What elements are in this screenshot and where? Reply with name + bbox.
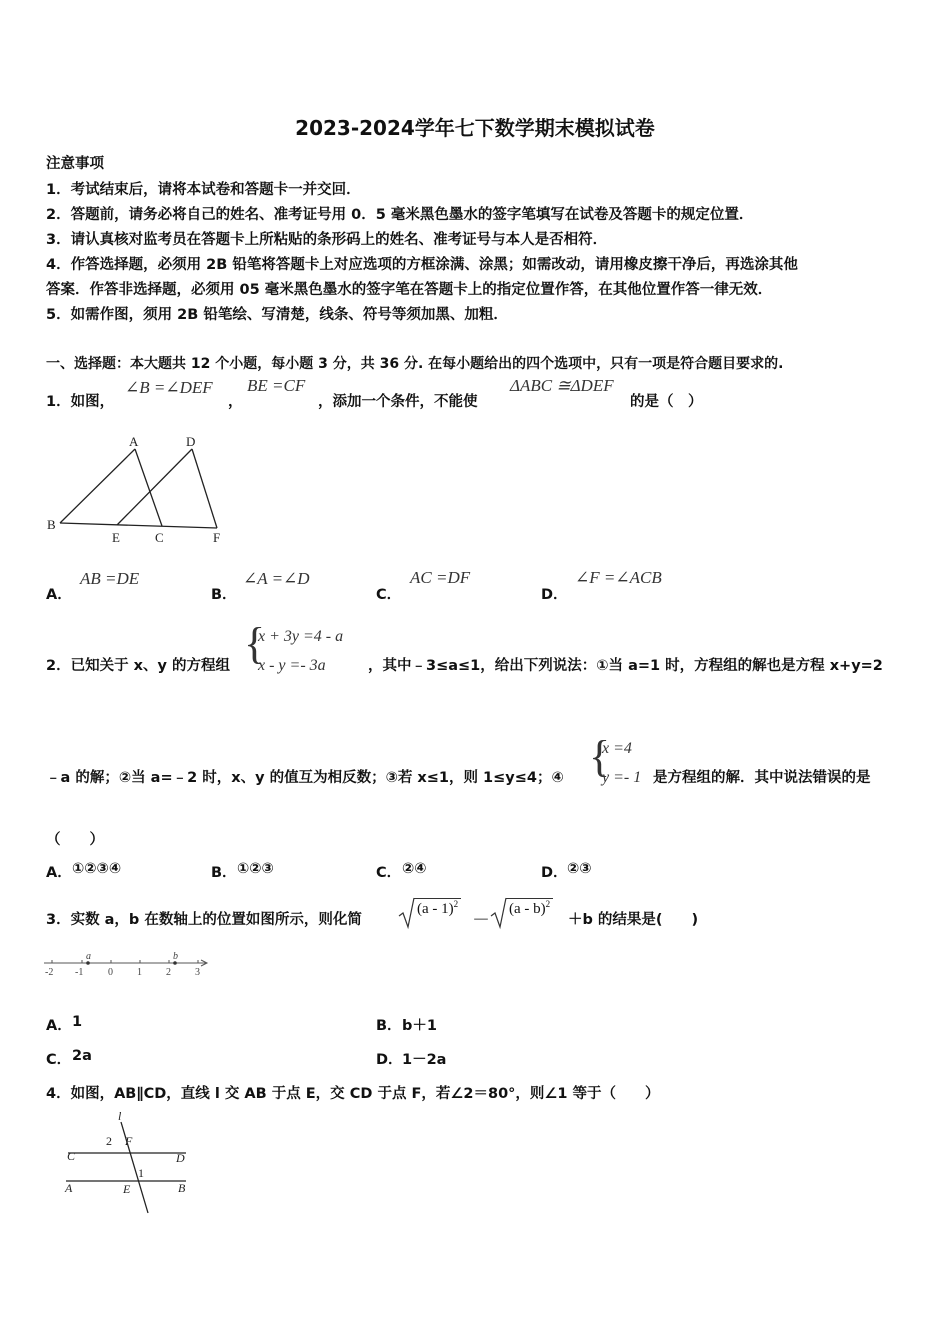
q2-eq1: x + 3y =4 - a <box>258 628 344 645</box>
q3-rad1-exp: 2 <box>453 899 459 909</box>
q4-label-D: D <box>176 1151 185 1165</box>
q1-cond2: BE =CF <box>247 376 306 395</box>
q4-label-B: B <box>178 1181 186 1195</box>
q1-label-A: A <box>129 434 139 449</box>
q3-prefix: 3．实数 a，b 在数轴上的位置如图所示，则化简 <box>46 912 362 928</box>
q4-label-2: 2 <box>106 1134 112 1148</box>
q1-label-F: F <box>213 530 221 545</box>
q4-label-C: C <box>67 1149 76 1163</box>
q2-option-label[interactable]: B． <box>211 865 237 881</box>
q1-prefix: 1．如图， <box>46 394 115 410</box>
q1-option-math: AB =DE <box>80 569 140 588</box>
q3-rad2-exp: 2 <box>545 899 551 909</box>
q2-option-text: ①②③ <box>237 861 274 877</box>
notice-item: 4．作答选择题，必须用 2B 铅笔将答题卡上对应选项的方框涂满、涂黑；如需改动，请用橡皮擦干净后，再选涂其他 <box>46 257 798 273</box>
q3-tick: 3 <box>195 967 200 978</box>
q1-triangle-figure <box>40 432 240 552</box>
q4-label-F: F <box>125 1134 133 1148</box>
section-heading: 一、选择题：本大题共 12 个小题，每小题 3 分，共 36 分. 在每小题给出的四个选项中，只有一项是符合题目要求的. <box>46 356 784 372</box>
q2-solution-brace: { <box>589 732 611 781</box>
q3-point-a: a <box>86 951 91 962</box>
q3-option-label[interactable]: A． <box>46 1018 72 1034</box>
q2-option-label[interactable]: C． <box>376 865 402 881</box>
q2-brace: { <box>244 619 266 668</box>
q2-option-text: ①②③④ <box>72 861 122 877</box>
q1-option-math: AC =DF <box>410 568 471 587</box>
q2-eq2: x - y =- 3a <box>258 657 326 674</box>
q2-option-text: ②④ <box>402 861 427 877</box>
q1-option-label[interactable]: C． <box>376 587 402 603</box>
q3-option-text: 2a <box>72 1048 92 1064</box>
q1-label-D: D <box>186 434 196 449</box>
q1-suffix: 的是（ ） <box>630 394 703 410</box>
q4-label-l: l <box>118 1110 122 1123</box>
q2-after: ，其中﹣3≤a≤1，给出下列说法：①当 a=1 时，方程组的解也是方程 x+y=2 <box>368 658 883 674</box>
notice-item: 3．请认真核对监考员在答题卡上所粘贴的条形码上的姓名、准考证号与本人是否相符． <box>46 232 608 248</box>
q3-rad1-text: (a - 1) <box>417 901 454 917</box>
q3-option-text: 1 <box>72 1014 83 1030</box>
notice-item: 答案．作答非选择题，必须用 05 毫米黑色墨水的签字笔在答题卡上的指定位置作答，在其他位置作答一律无效． <box>46 282 773 298</box>
q1-option-math: ∠F =∠ACB <box>575 568 662 587</box>
q3-option-text: b＋1 <box>402 1018 437 1034</box>
q3-tick: 1 <box>137 967 142 978</box>
q2-prefix: 2．已知关于 x、y 的方程组 <box>46 658 230 674</box>
q3-point-b: b <box>173 951 178 962</box>
q3-tick: -2 <box>45 967 54 978</box>
q3-tick: 2 <box>166 967 171 978</box>
q3-suffix: ＋b 的结果是( ) <box>568 912 699 928</box>
q4-text: 4．如图，AB∥CD，直线 l 交 AB 于点 E，交 CD 于点 F，若∠2＝80°，则∠1 等于（ ） <box>46 1086 660 1102</box>
q3-tick: -1 <box>75 967 84 978</box>
q2-paren: （ ） <box>46 832 104 848</box>
q4-label-A: A <box>65 1181 73 1195</box>
q2-sol2: y =- 1 <box>602 769 642 786</box>
q1-cond1: ∠B =∠DEF <box>125 378 213 397</box>
q1-cong: ΔABC ≅ΔDEF <box>510 376 614 395</box>
notice-item: 1．考试结束后，请将本试卷和答题卡一并交回． <box>46 182 361 198</box>
q1-option-label[interactable]: D． <box>541 587 568 603</box>
q4-parallel-lines-figure <box>58 1110 198 1220</box>
q3-option-label[interactable]: C． <box>46 1052 72 1068</box>
q3-option-text: 1－2a <box>402 1052 447 1068</box>
q3-number-line <box>40 948 215 980</box>
q2-option-text: ②③ <box>567 861 592 877</box>
q3-rad2-text: (a - b) <box>509 901 546 917</box>
q2-option-label[interactable]: A． <box>46 865 72 881</box>
q1-sep: ， <box>228 394 243 410</box>
q1-option-label[interactable]: B． <box>211 587 237 603</box>
q3-radical1 <box>414 898 461 918</box>
q2-line2b: 是方程组的解．其中说法错误的是 <box>653 770 871 786</box>
q1-label-C: C <box>155 530 164 545</box>
notice-item: 5．如需作图，须用 2B 铅笔绘、写清楚，线条、符号等须加黑、加粗． <box>46 307 508 323</box>
q3-option-label[interactable]: B． <box>376 1018 402 1034</box>
notice-heading: 注意事项 <box>46 156 104 172</box>
q1-option-label[interactable]: A． <box>46 587 72 603</box>
q3-radical2 <box>506 898 553 918</box>
q3-option-label[interactable]: D． <box>376 1052 403 1068</box>
q3-minus: － <box>472 910 490 931</box>
q1-label-E: E <box>112 530 120 545</box>
q2-sol1: x =4 <box>602 740 632 757</box>
notice-item: 2．答题前，请务必将自己的姓名、准考证号用 0．5 毫米黑色墨水的签字笔填写在试卷及答题卡的规定位置． <box>46 207 754 223</box>
q2-line2: ﹣a 的解；②当 a=﹣2 时，x、y 的值互为相反数；③若 x≤1，则 1≤y≤4；④ <box>46 770 564 786</box>
page-title: 2023-2024学年七下数学期末模拟试卷 <box>295 116 655 140</box>
q1-mid: ，添加一个条件，不能使 <box>318 394 478 410</box>
q1-option-math: ∠A =∠D <box>243 569 310 588</box>
q1-label-B: B <box>47 517 56 532</box>
q3-tick: 0 <box>108 967 113 978</box>
q4-label-E: E <box>123 1182 131 1196</box>
q4-label-1: 1 <box>138 1166 144 1180</box>
q2-option-label[interactable]: D． <box>541 865 568 881</box>
